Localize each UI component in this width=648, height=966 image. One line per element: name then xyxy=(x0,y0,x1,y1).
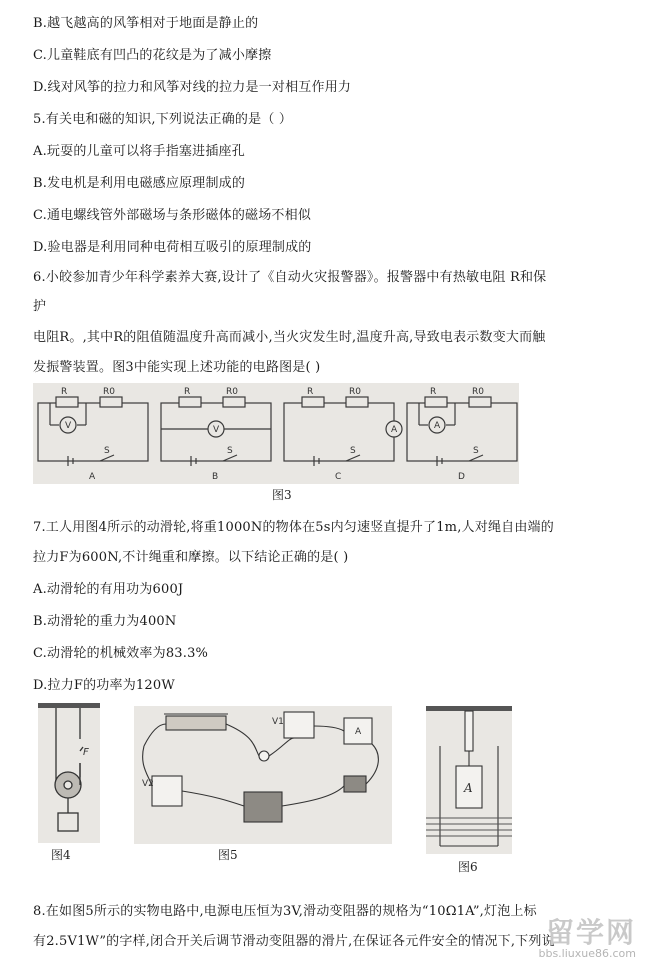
fig3-c-r: R xyxy=(307,387,314,397)
fig3-d-r0: R0 xyxy=(472,387,484,397)
fig5-v1-label: V1 xyxy=(272,717,284,727)
fig3-a-r: R xyxy=(61,387,68,397)
figure-3 xyxy=(33,383,519,484)
question-6-line3: 发振警装置。图3中能实现上述功能的电路图是( ) xyxy=(33,360,321,375)
watermark xyxy=(538,911,636,960)
question-8: 8.在如图5所示的实物电路中,电源电压恒为3V,滑动变阻器的规格为“10Ω1A”,灯泡上标 xyxy=(33,904,537,919)
question-6-line2: 电阻R。,其中R的阻值随温度升高而减小,当火灾发生时,温度升高,导致电表示数变大而触 xyxy=(33,330,546,345)
fig3-d-r: R xyxy=(430,387,437,397)
option-a-q7: A.动滑轮的有用功为600J xyxy=(33,582,184,597)
fig3-d-switch: S xyxy=(473,446,479,456)
fig3-a-label: A xyxy=(89,472,96,482)
fig3-c-meter: A xyxy=(391,425,398,435)
option-b-q5: B.发电机是利用电磁感应原理制成的 xyxy=(33,176,246,191)
figure-5 xyxy=(134,706,392,844)
question-6: 6.小皎参加青少年科学素养大赛,设计了《自动火灾报警器》。报警器中有热敏电阻 R和保 xyxy=(33,270,547,285)
figure-5-caption: 图5 xyxy=(218,848,238,862)
option-c-q4: C.儿童鞋底有凹凸的花纹是为了减小摩擦 xyxy=(33,48,272,63)
fig3-d-meter: A xyxy=(434,421,441,431)
fig5-v2-label: V2 xyxy=(142,779,154,789)
option-b-q7: B.动滑轮的重力为400N xyxy=(33,614,177,629)
fig3-b-r0: R0 xyxy=(226,387,238,397)
question-7-line2: 拉力F为600N,不计绳重和摩擦。以下结论正确的是( ) xyxy=(33,550,349,565)
fig3-c-r0: R0 xyxy=(349,387,361,397)
question-8-line2: 有2.5V1W”的字样,闭合开关后调节滑动变阻器的滑片,在保证各元件安全的情况下,下列说 xyxy=(33,934,555,949)
fig3-a-r0: R0 xyxy=(103,387,115,397)
question-6-wrap: 护 xyxy=(33,299,47,314)
figure-6 xyxy=(426,706,512,854)
option-c-q5: C.通电螺线管外部磁场与条形磁体的磁场不相似 xyxy=(33,208,312,223)
figure-4 xyxy=(38,703,100,843)
fig3-c-label: C xyxy=(335,472,342,482)
figure-3-caption: 图3 xyxy=(272,488,292,502)
watermark-url: bbs.liuxue86.com xyxy=(538,947,636,960)
fig3-b-label: B xyxy=(212,472,219,482)
question-5: 5.有关电和磁的知识,下列说法正确的是（ ） xyxy=(33,112,293,127)
fig3-c-switch: S xyxy=(350,446,356,456)
watermark-logo: 留学网 xyxy=(545,916,636,949)
fig6-block-label: A xyxy=(464,781,473,795)
fig4-force-label: F xyxy=(83,747,89,758)
fig3-b-r: R xyxy=(184,387,191,397)
figure-6-caption: 图6 xyxy=(458,860,478,874)
fig3-d-label: D xyxy=(458,472,465,482)
option-c-q7: C.动滑轮的机械效率为83.3% xyxy=(33,646,209,661)
fig3-a-meter: V xyxy=(65,421,72,431)
option-a-q5: A.玩耍的儿童可以将手指塞进插座孔 xyxy=(33,144,245,159)
fig3-b-meter: V xyxy=(213,425,220,435)
fig3-a-switch: S xyxy=(104,446,110,456)
option-b-q4: B.越飞越高的风筝相对于地面是静止的 xyxy=(33,16,259,31)
option-d-q4: D.线对风筝的拉力和风筝对线的拉力是一对相互作用力 xyxy=(33,80,352,95)
fig3-b-switch: S xyxy=(227,446,233,456)
figure-4-caption: 图4 xyxy=(51,848,71,862)
fig5-a-label: A xyxy=(355,727,362,737)
option-d-q5: D.验电器是利用同种电荷相互吸引的原理制成的 xyxy=(33,240,312,255)
option-d-q7: D.拉力F的功率为120W xyxy=(33,678,175,693)
question-7: 7.工人用图4所示的动滑轮,将重1000N的物体在5s内匀速竖直提升了1m,人对绳自由端的 xyxy=(33,520,554,535)
